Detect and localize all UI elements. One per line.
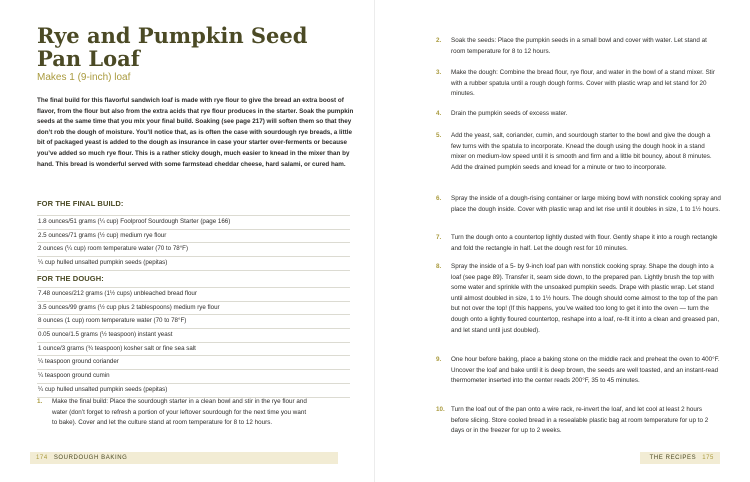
final-build-heading: FOR THE FINAL BUILD: (37, 199, 124, 208)
running-title: SOURDOUGH BAKING (53, 455, 128, 461)
step-text: Spray the inside of a 5- by 9-inch loaf pan with nonstick cooking spray. Shape the dough into a loaf (see page 89). Transfer it, seam side down, to the prepared pan. Lightly brush the top with some water and sprinkle with the unsoaked pumpkin seeds. Drape with plastic wrap. Let stand until almost doubled in size, 1 to 1½ hours. The dough should come almost to the top of the pan but not over the top! (If this happens, you’ve waited too long to get it into the oven — turn the dough onto a lightly floured countertop, reshape into a loaf, re-fit it into a clean and greased pan, and let stand until just doubled). (451, 263, 720, 334)
page-number: 174 (36, 455, 48, 461)
step-block (436, 233, 721, 254)
step-text: Soak the seeds: Place the pumpkin seeds in a small bowl and cover with water. Let stand at room temperature for 8 to 12 hours. (451, 37, 707, 55)
step-item (436, 36, 721, 57)
ingredient-item: 8 ounces (1 cup) room temperature water (70 to 78°F) (37, 314, 350, 328)
steps-list-left (37, 397, 308, 429)
step-item (37, 397, 308, 429)
dough-list (37, 287, 350, 398)
step-block (436, 109, 721, 120)
step-block (436, 36, 721, 57)
step-text: Make the final build: Place the sourdough starter in a clean bowl and stir in the rye flour and water (don’t forget to refresh a portion of your leftover sourdough for the next time you want to bake). Cover and let the culture stand at room temperature for 8 to 12 hours. (52, 398, 307, 427)
right-page (375, 0, 750, 482)
step-block (436, 355, 721, 387)
step-number: 3. (436, 69, 442, 76)
step-text: One hour before baking, place a baking stone on the middle rack and preheat the oven to 400°F. Uncover the loaf and bake until it is deep brown, the seeds are well toasted, and an instant-read thermometer inserted into the center reads 200°F, 35 to 45 minutes. (451, 356, 720, 385)
ingredient-item: 1 ounce/3 grams (¾ teaspoon) kosher salt or fine sea salt (37, 342, 350, 356)
running-title: THE RECIPES (649, 455, 697, 461)
recipe-intro: The final build for this flavorful sandwich loaf is made with rye flour to give the bread an extra boost of flavor, from the flour but also from the extra acids that rye flour produces in the starter. Soak the pumpkin seeds at the same time that you mix your final build. Soaking (see page 217) will soften them so that they don’t rob the dough of moisture. You’ll notice that, as is often the case with sourdough rye breads, a little bit of packaged yeast is added to the dough as insurance in case your starter over-ferments or because you’ve added so much rye flour. This is a rather sticky dough, much easier to knead in the mixer than by hand. This bread is wonderful served with some farmstead cheddar cheese, hard salami, or cured ham. (37, 97, 354, 168)
step-text: Drain the pumpkin seeds of excess water. (451, 110, 568, 117)
recipe-yield: Makes 1 (9-inch) loaf (37, 72, 131, 83)
ingredient-item: 3.5 ounces/99 grams (½ cup plus 2 tablespoons) medium rye flour (37, 301, 350, 315)
step-number: 5. (436, 132, 442, 139)
step-number: 8. (436, 263, 442, 270)
step-block (436, 262, 721, 336)
step-number: 6. (436, 195, 442, 202)
ingredient-item: 2.5 ounces/71 grams (½ cup) medium rye flour (37, 229, 350, 243)
step-block (436, 131, 721, 173)
footer-right (640, 452, 720, 464)
step-item (436, 109, 721, 120)
ingredient-item: 0.05 ounce/1.5 grams (½ teaspoon) instant yeast (37, 328, 350, 342)
step-item (436, 262, 721, 336)
ingredient-item: ¼ cup hulled unsalted pumpkin seeds (pepitas) (37, 383, 350, 398)
ingredient-item: ¼ teaspoon ground cumin (37, 369, 350, 383)
step-item (436, 233, 721, 254)
ingredient-item: ¼ cup hulled unsalted pumpkin seeds (pepitas) (37, 256, 350, 271)
ingredient-item: 7.48 ounces/212 grams (1½ cups) unbleached bread flour (37, 287, 350, 301)
ingredient-item: 2 ounces (¼ cup) room temperature water (70 to 78°F) (37, 242, 350, 256)
page-number: 175 (702, 455, 714, 461)
step-text: Spray the inside of a dough-rising container or large mixing bowl with nonstick cooking spray and place the dough inside. Cover with plastic wrap and let rise until it doubles in size, 1 to 1½ hours. (451, 195, 721, 213)
final-build-list (37, 215, 350, 271)
step-number: 10. (436, 406, 445, 413)
step-item (436, 194, 721, 215)
step-number: 9. (436, 356, 442, 363)
step-block (436, 405, 721, 437)
dough-heading: FOR THE DOUGH: (37, 274, 104, 283)
ingredient-item: 1.8 ounces/51 grams (¼ cup) Foolproof Sourdough Starter (page 166) (37, 215, 350, 229)
step-item (436, 131, 721, 173)
recipe-title: Rye and Pumpkin Seed Pan Loaf (37, 23, 308, 71)
step-number: 7. (436, 234, 442, 241)
step-text: Turn the dough onto a countertop lightly dusted with flour. Gently shape it into a rough rectangle and fold the rectangle in half. Let the dough rest for 10 minutes. (451, 234, 718, 252)
step-item (436, 68, 721, 100)
ingredient-item: ¼ teaspoon ground coriander (37, 355, 350, 369)
footer-left (30, 452, 338, 464)
step-number: 2. (436, 37, 442, 44)
step-number: 1. (37, 398, 43, 405)
step-text: Turn the loaf out of the pan onto a wire rack, re-invert the loaf, and let cool at least 2 hours before slicing. Store cooled bread in a resealable plastic bag at room temperature for up to 2 days or in the freezer for up to 2 weeks. (451, 406, 709, 435)
step-block (436, 194, 721, 215)
step-block (436, 68, 721, 100)
step-text: Make the dough: Combine the bread flour, rye flour, and water in the bowl of a stand mixer. Stir with a rubber spatula until a rough dough forms. Cover with plastic wrap and let stand for 20 minutes. (451, 69, 715, 98)
step-item (436, 355, 721, 387)
step-item (436, 405, 721, 437)
step-text: Add the yeast, salt, coriander, cumin, and sourdough starter to the bowl and give the dough a few turns with the spatula to incorporate. Knead the dough using the dough hook in a stand mixer on medium-low speed until it is smooth and firm and a little bit bouncy, about 8 minutes. Add the drained pumpkin seeds and knead for a minute or two to incorporate. (451, 132, 712, 171)
step-number: 4. (436, 110, 442, 117)
